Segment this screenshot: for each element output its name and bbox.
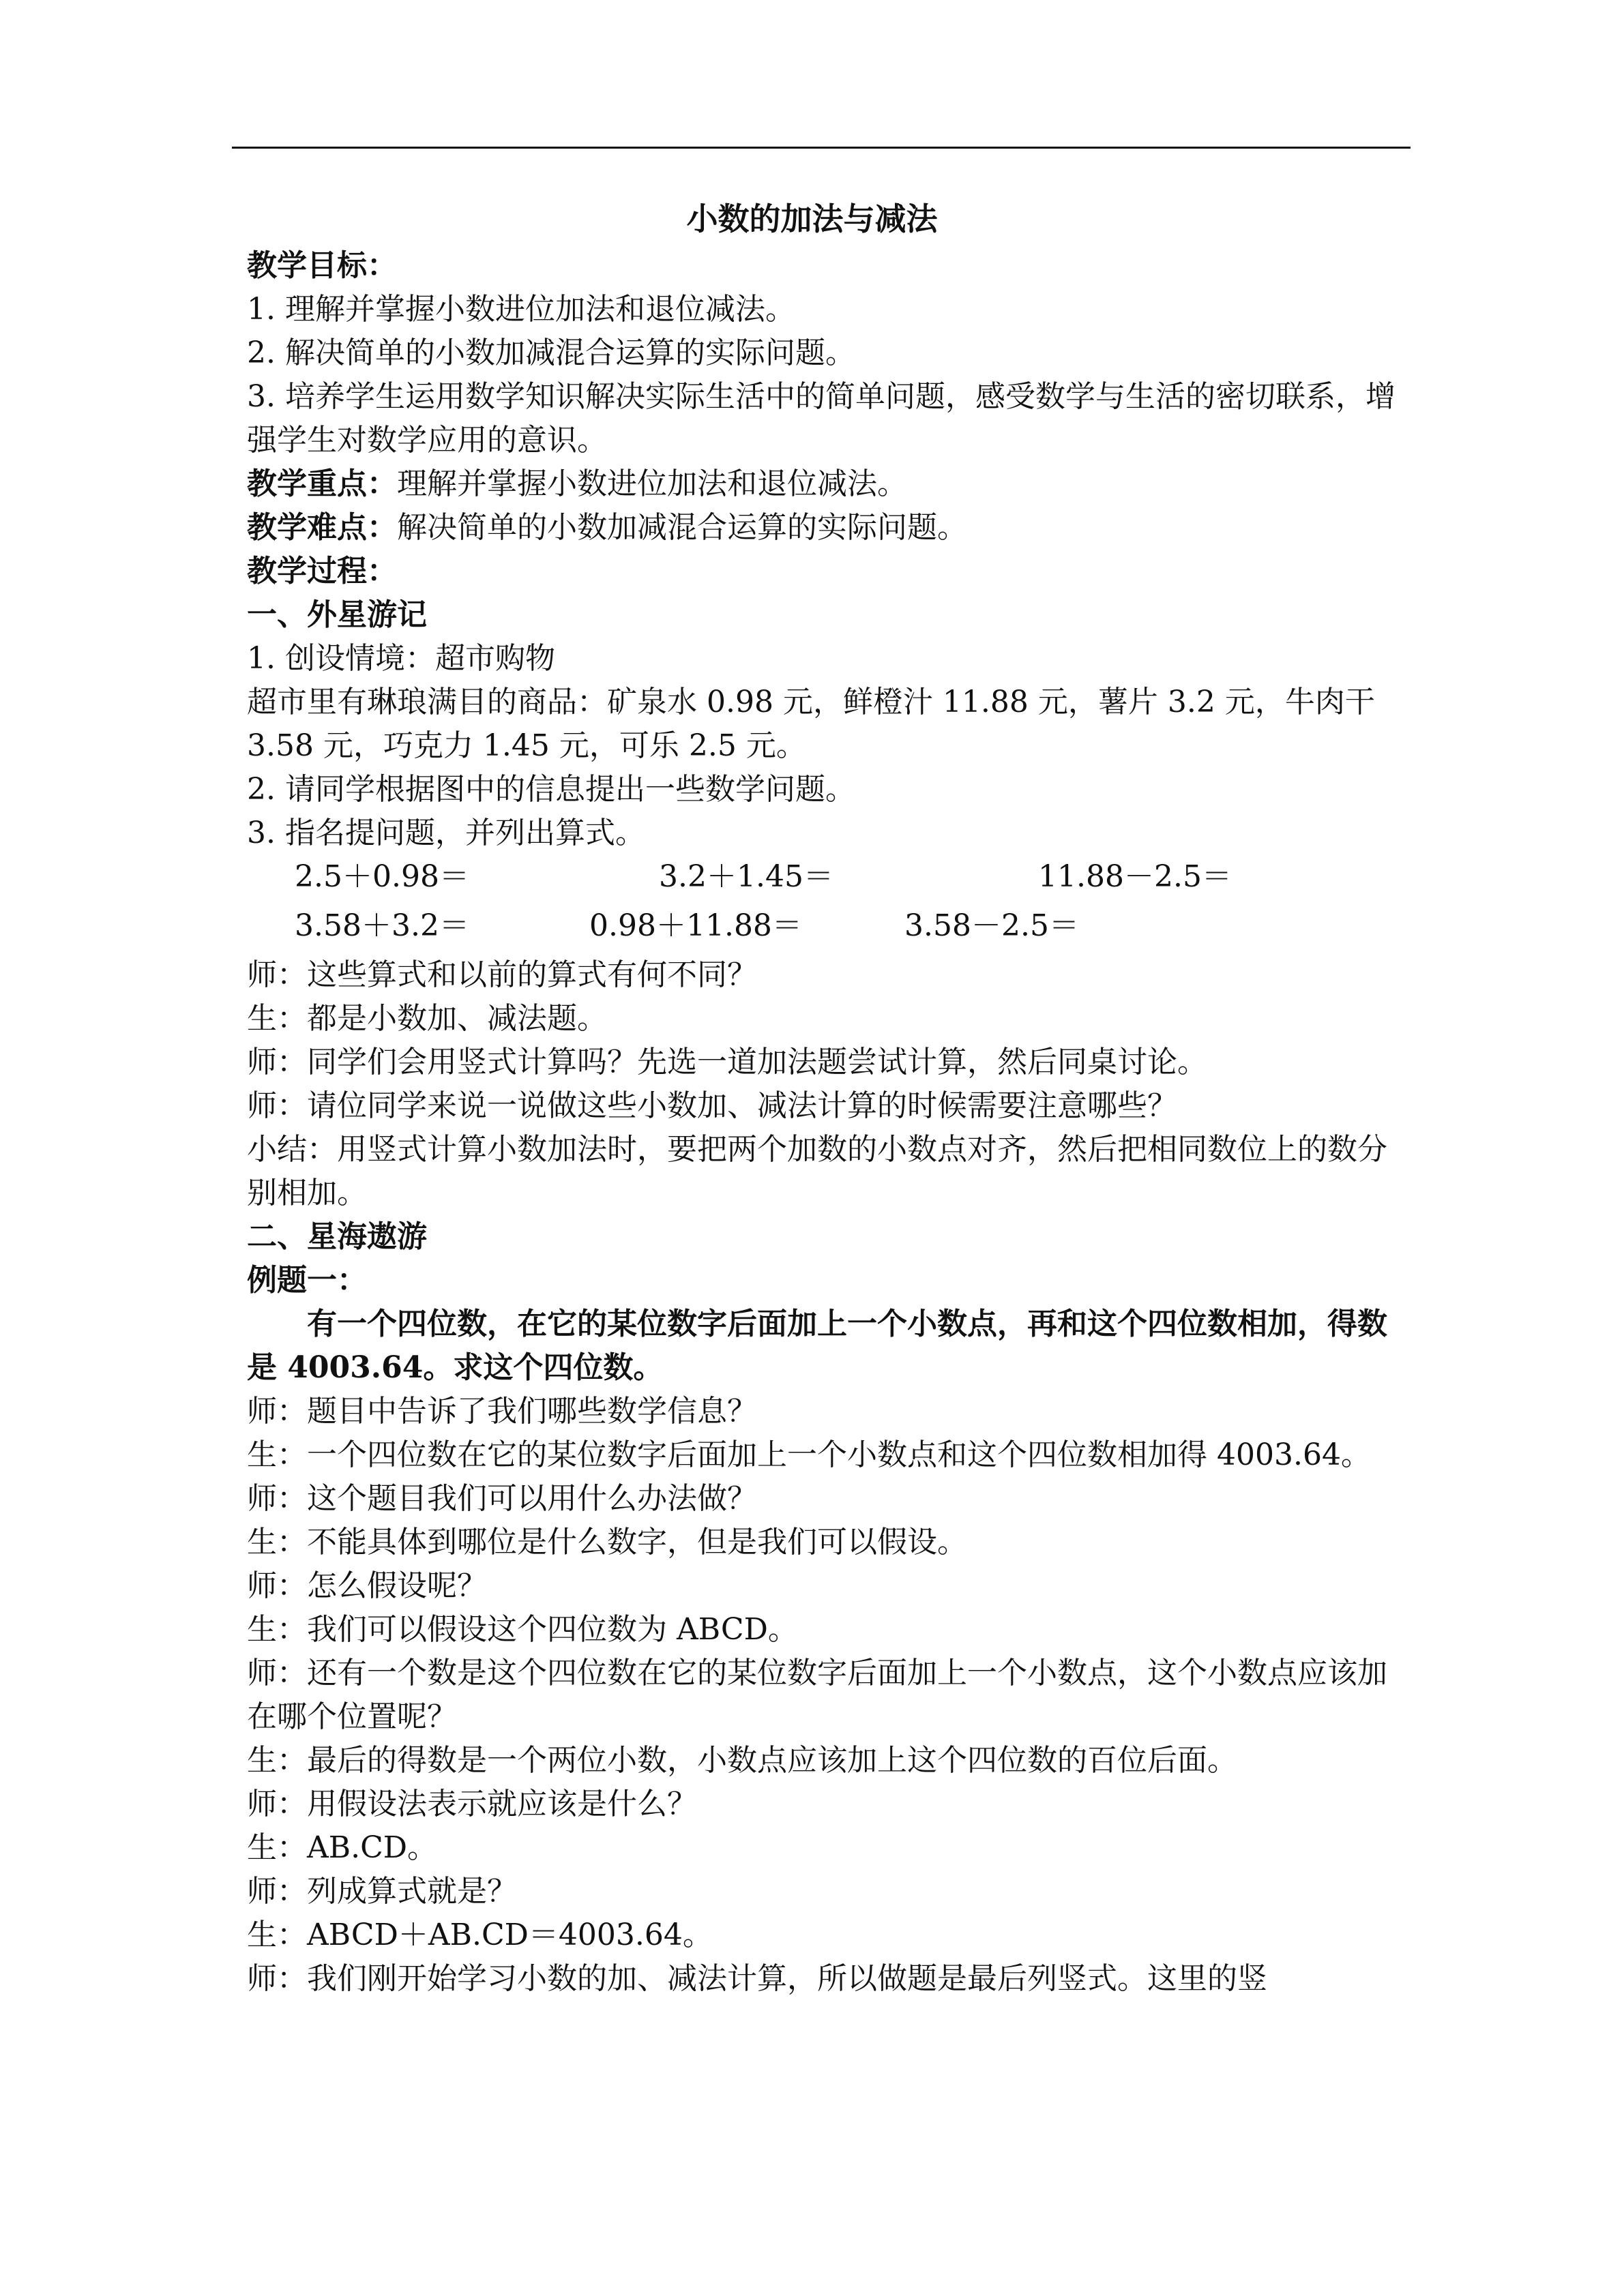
goal-item-3: 3. 培养学生运用数学知识解决实际生活中的简单问题，感受数学与生活的密切联系，增强学生对数学应用的意识。 bbox=[247, 379, 1396, 458]
dialogue-line: 生：不能具体到哪位是什么数字，但是我们可以假设。 bbox=[247, 1525, 967, 1560]
section1-scene: 超市里有琳琅满目的商品：矿泉水 0.98 元，鲜橙汁 11.88 元，薯片 3.2 元，牛肉干 3.58 元，巧克力 1.45 元，可乐 2.5 元。 bbox=[247, 685, 1375, 763]
equation: 0.98＋11.88＝ bbox=[589, 908, 802, 943]
dialogue-line: 师：这个题目我们可以用什么办法做？ bbox=[247, 1481, 757, 1516]
dialogue-line: 师：请位同学来说一说做这些小数加、减法计算的时候需要注意哪些？ bbox=[247, 1088, 1177, 1123]
equation: 3.58－2.5＝ bbox=[904, 908, 1079, 943]
dialogue-line: 生：AB.CD。 bbox=[247, 1830, 438, 1865]
section1-step2: 2. 请同学根据图中的信息提出一些数学问题。 bbox=[247, 772, 855, 807]
process-heading: 教学过程： bbox=[247, 554, 397, 588]
header-rule bbox=[232, 147, 1411, 149]
dialogue-line: 生：一个四位数在它的某位数字后面加上一个小数点和这个四位数相加得 4003.64。 bbox=[247, 1437, 1371, 1472]
section2-heading: 二、星海遨游 bbox=[247, 1219, 427, 1254]
dialogue-line: 生：ABCD＋AB.CD＝4003.64。 bbox=[247, 1918, 713, 1952]
dialogue-line: 生：都是小数加、减法题。 bbox=[247, 1001, 607, 1036]
equations-row-1 bbox=[247, 855, 1400, 904]
equation: 11.88－2.5＝ bbox=[1038, 859, 1232, 894]
key-point-text: 理解并掌握小数进位加法和退位减法。 bbox=[397, 466, 907, 501]
key-point bbox=[247, 462, 1400, 506]
section1-step3: 3. 指名提问题，并列出算式。 bbox=[247, 816, 645, 850]
dialogue-line: 师：同学们会用竖式计算吗？先选一道加法题尝试计算，然后同桌讨论。 bbox=[247, 1045, 1207, 1079]
dialogue-line: 师：我们刚开始学习小数的加、减法计算，所以做题是最后列竖式。这里的竖 bbox=[247, 1961, 1267, 1996]
summary: 小结：用竖式计算小数加法时，要把两个加数的小数点对齐，然后把相同数位上的数分别相加。 bbox=[247, 1132, 1387, 1210]
equation: 2.5＋0.98＝ bbox=[295, 859, 469, 894]
dialogue-line: 师：题目中告诉了我们哪些数学信息？ bbox=[247, 1394, 757, 1429]
dialogue-line: 生：最后的得数是一个两位小数，小数点应该加上这个四位数的百位后面。 bbox=[247, 1743, 1237, 1778]
difficulty-text: 解决简单的小数加减混合运算的实际问题。 bbox=[397, 510, 967, 545]
dialogue-line: 师：用假设法表示就应该是什么？ bbox=[247, 1787, 697, 1821]
goal-item-2: 2. 解决简单的小数加减混合运算的实际问题。 bbox=[247, 336, 855, 370]
lesson-body bbox=[247, 244, 1400, 2001]
difficulty bbox=[247, 506, 1400, 550]
section1-heading: 一、外星游记 bbox=[247, 597, 427, 632]
equation: 3.58＋3.2＝ bbox=[295, 908, 469, 943]
goals-heading: 教学目标： bbox=[247, 248, 397, 283]
equations-row-2 bbox=[247, 904, 1400, 953]
dialogue-line: 师：怎么假设呢？ bbox=[247, 1568, 487, 1603]
section1-step1: 1. 创设情境：超市购物 bbox=[247, 641, 555, 676]
difficulty-label: 教学难点： bbox=[247, 510, 397, 545]
dialogue-line: 师：还有一个数是这个四位数在它的某位数字后面加上一个小数点，这个小数点应该加在哪个位置呢？ bbox=[247, 1656, 1387, 1734]
dialogue-line: 师：这些算式和以前的算式有何不同？ bbox=[247, 957, 757, 992]
dialogue-line: 生：我们可以假设这个四位数为 ABCD。 bbox=[247, 1612, 798, 1647]
dialogue-line: 师：列成算式就是？ bbox=[247, 1874, 517, 1909]
example-label: 例题一： bbox=[247, 1263, 367, 1298]
key-point-label: 教学重点： bbox=[247, 466, 397, 501]
example-problem: 有一个四位数，在它的某位数字后面加上一个小数点，再和这个四位数相加，得数是 4003.64。求这个四位数。 bbox=[247, 1307, 1387, 1385]
goal-item-1: 1. 理解并掌握小数进位加法和退位减法。 bbox=[247, 292, 795, 327]
page-title: 小数的加法与减法 bbox=[686, 200, 938, 237]
equation: 3.2＋1.45＝ bbox=[659, 859, 833, 894]
